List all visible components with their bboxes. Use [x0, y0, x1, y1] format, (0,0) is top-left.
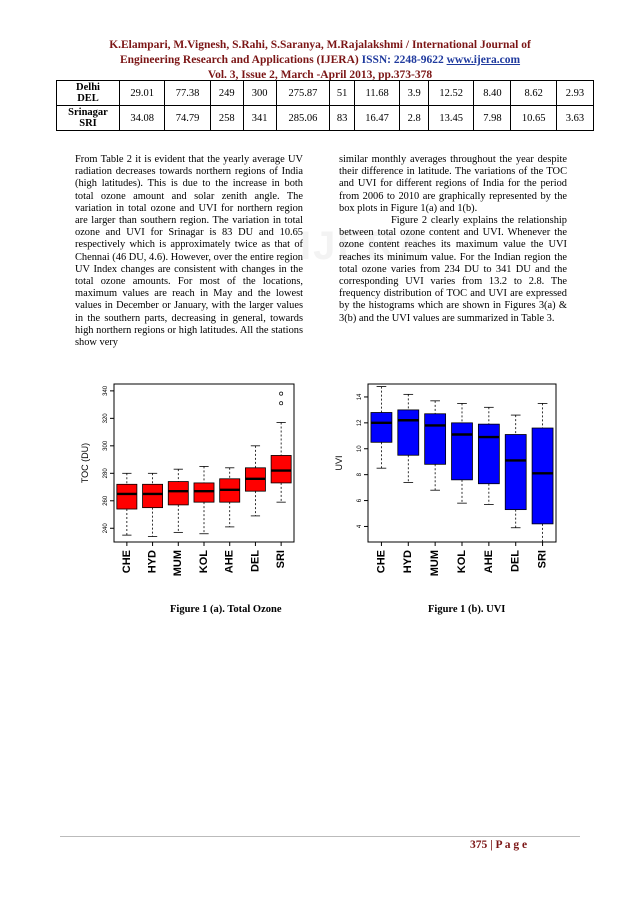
header-journal-name: Engineering Research and Applications (IJERA): [119, 54, 359, 66]
x-category-label: HYD: [146, 550, 159, 574]
x-category-label: AHE: [223, 550, 236, 574]
y-tick-label: 300: [103, 440, 109, 451]
table-cell: 258: [210, 106, 243, 131]
page-number: 375 | P a g e: [470, 839, 528, 851]
body-column-left: [75, 154, 303, 349]
box-sri: [532, 428, 553, 524]
table-cell: 300: [243, 81, 276, 106]
table-cell: 3.9: [400, 81, 429, 106]
table-cell: 285.06: [276, 106, 330, 131]
table-cell: 77.38: [165, 81, 210, 106]
x-category-label: HYD: [402, 550, 415, 574]
box-mum: [425, 414, 446, 465]
table-cell: 7.98: [474, 106, 511, 131]
table-cell: 13.45: [429, 106, 474, 131]
y-tick-label: 4: [357, 524, 363, 529]
y-tick-label: 10: [357, 445, 363, 453]
x-category-label: KOL: [455, 550, 468, 574]
y-tick-label: 240: [103, 523, 109, 534]
toc-boxplot: [78, 380, 310, 590]
paragraph-right-2: [339, 215, 567, 325]
box-che: [371, 412, 392, 442]
x-category-label: AHE: [482, 550, 495, 574]
x-category-label: DEL: [509, 550, 522, 572]
station-name-cell: [57, 106, 120, 131]
table-cell: 74.79: [165, 106, 210, 131]
x-category-label: CHE: [120, 550, 133, 574]
table-row: [57, 106, 594, 131]
outlier-point: [280, 392, 283, 395]
box-mum: [168, 482, 188, 505]
y-tick-label: 320: [103, 413, 109, 424]
station-name: Srinagar: [68, 107, 108, 118]
station-name: Delhi: [76, 82, 100, 93]
table-cell: 29.01: [120, 81, 165, 106]
paragraph-left: From Table 2 it is evident that the yearly average UV radiation decreases towards northern regions of India (high latitudes). This is due to the increase in both total ozone amount and solar zenith angle. The variation in total ozone and UVI for northern region are larger than southern region. The variation in total ozone and UVI for Srinagar is 83 DU and 10.65 respectively which is approximately twice as that of Chennai (46 DU, 4.6). However, over the entire region UV Index changes are consistent with changes in the total ozone amounts. For most of the locations, maximum values are reach in May and the lowest values in December or January, with the larger values in the southern parts, decreasing in general, towards high northern regions or high latitudes. All the stations show very: [75, 154, 303, 349]
y-tick-label: 8: [357, 472, 363, 477]
table-cell: 2.8: [400, 106, 429, 131]
table-cell: 3.63: [556, 106, 593, 131]
body-column-right: [339, 154, 567, 325]
box-sri: [271, 455, 291, 482]
table-row: [57, 81, 594, 106]
table-cell: 8.40: [474, 81, 511, 106]
table-cell: 8.62: [511, 81, 556, 106]
box-kol: [194, 483, 214, 502]
box-hyd: [398, 410, 419, 455]
paragraph-right-1: similar monthly averages throughout the year despite their difference in latitude. The variations of the TOC and UVI for different regions of India for the period from 2006 to 2010 are graphically represented by the box plots in Figure 1(a) and 1(b).: [339, 154, 567, 214]
x-category-label: SRI: [536, 550, 549, 569]
figure-caption-b: Figure 1 (b). UVI: [428, 604, 506, 615]
header-issn: ISSN: 2248-9622: [361, 54, 444, 66]
table-cell: 12.52: [429, 81, 474, 106]
table-cell: 2.93: [556, 81, 593, 106]
header-journal: [40, 53, 600, 68]
x-category-label: DEL: [249, 550, 262, 572]
outlier-point: [280, 402, 283, 405]
table-cell: 249: [210, 81, 243, 106]
journal-header: [40, 38, 600, 83]
table-cell: 275.87: [276, 81, 330, 106]
y-tick-label: 340: [103, 385, 109, 396]
table-cell: 16.47: [354, 106, 399, 131]
paragraph-right-2-text: Figure 2 clearly explains the relationship between total ozone content and UVI. Whenever the ozone content reaches its maximum value the UVI reaches its minimum value. For the Indian region the total ozone varies from 234 DU to 341 DU and the corresponding UVI varies from 13.2 to 2.8. The frequency distribution of TOC and UVI are expressed by the histograms which are shown in Figures 3(a) & 3(b) and the UVI values are summarized in Table 3.: [339, 215, 567, 324]
table-cell: 10.65: [511, 106, 556, 131]
table-cell: 83: [330, 106, 355, 131]
x-category-label: KOL: [197, 550, 210, 574]
header-website-link[interactable]: www.ijera.com: [446, 54, 521, 66]
box-del: [505, 435, 526, 510]
x-category-label: SRI: [275, 550, 288, 569]
x-category-label: MUM: [172, 550, 185, 577]
station-name-cell: [57, 81, 120, 106]
box-ahe: [478, 424, 499, 484]
y-tick-label: 280: [103, 468, 109, 479]
box-kol: [452, 423, 473, 480]
table-cell: 34.08: [120, 106, 165, 131]
footer-divider: [60, 836, 580, 837]
table-cell: 341: [243, 106, 276, 131]
y-tick-label: 12: [357, 419, 363, 427]
y-tick-label: 14: [357, 393, 363, 401]
y-tick-label: 260: [103, 495, 109, 506]
header-volume: Vol. 3, Issue 2, March -April 2013, pp.373-378: [207, 69, 433, 81]
table-cell: 51: [330, 81, 355, 106]
header-authors: K.Elampari, M.Vignesh, S.Rahi, S.Saranya, M.Rajalakshmi / International Journal of: [109, 39, 531, 51]
station-code: SRI: [79, 118, 97, 129]
box-che: [117, 484, 137, 509]
uvi-boxplot: [332, 380, 572, 590]
data-table: [56, 80, 594, 131]
y-axis-label: UVI: [334, 455, 344, 471]
x-category-label: MUM: [429, 550, 442, 577]
box-hyd: [143, 484, 163, 507]
y-tick-label: 6: [357, 498, 363, 503]
station-code: DEL: [77, 93, 99, 104]
x-category-label: CHE: [375, 550, 388, 574]
y-axis-label: TOC (DU): [80, 442, 90, 484]
figure-caption-a: Figure 1 (a). Total Ozone: [170, 604, 282, 615]
table-cell: 11.68: [354, 81, 399, 106]
